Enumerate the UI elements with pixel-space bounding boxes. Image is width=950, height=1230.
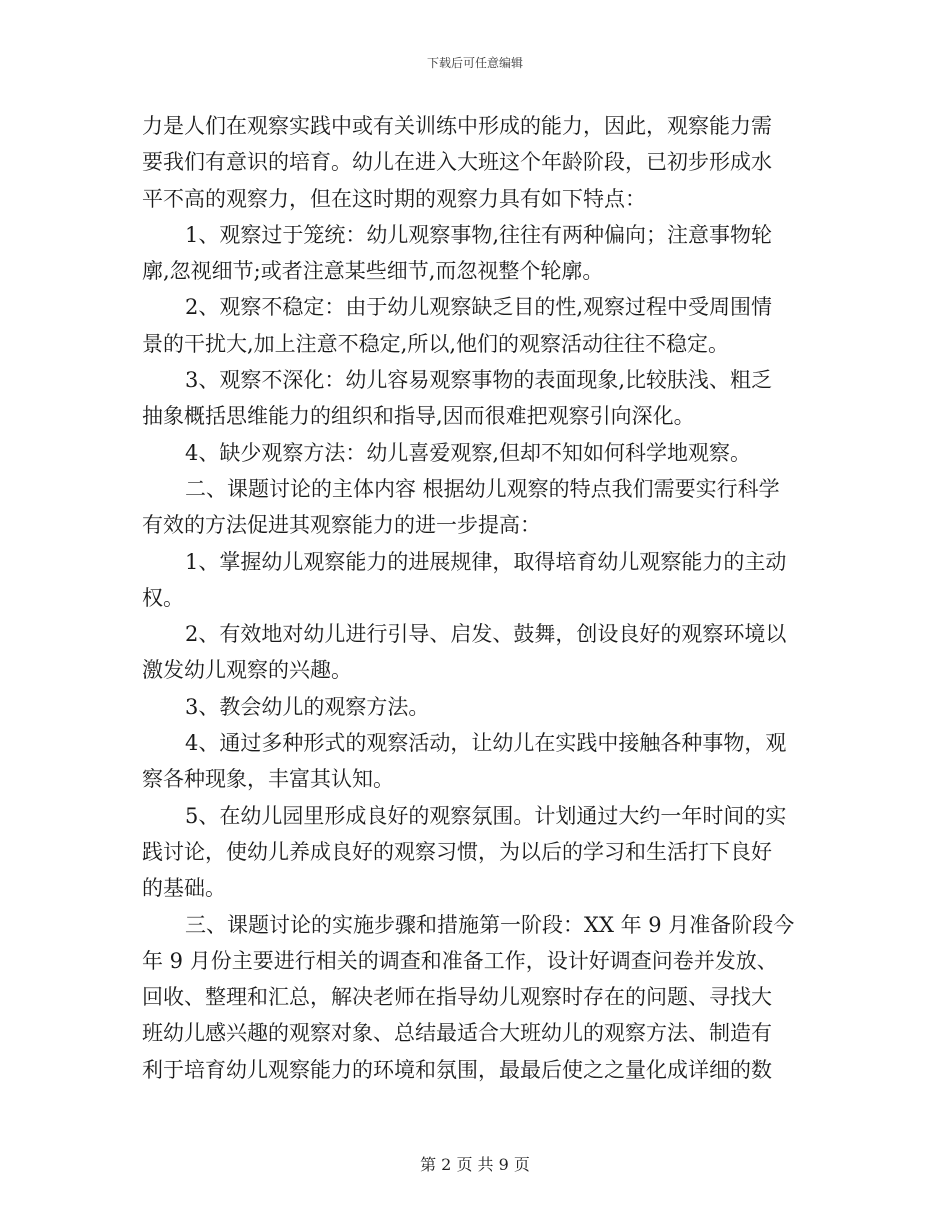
text-line: 4、通过多种形式的观察活动，让幼儿在实践中接触各种事物，观	[185, 731, 787, 756]
text-line: 要我们有意识的培育。幼儿在进入大班这个年龄阶段，已初步形成水	[142, 150, 772, 175]
text-line: 年 9 月份主要进行相关的调查和准备工作，设计好调查问卷并发放、	[142, 948, 778, 973]
document-body	[142, 108, 810, 1088]
text-line: 有效的方法促进其观察能力的进一步提高：	[142, 513, 541, 538]
text-line: 利于培育幼儿观察能力的环境和氛围，最最后使之之量化成详细的数	[142, 1057, 772, 1082]
page-header: 下载后可任意编辑	[426, 56, 523, 70]
text-line: 1、掌握幼儿观察能力的进展规律，取得培育幼儿观察能力的主动	[185, 549, 787, 574]
page-footer: 第 2 页 共 9 页	[420, 1155, 530, 1174]
text-line: 二、课题讨论的主体内容 根据幼儿观察的特点我们需要实行科学	[185, 476, 780, 501]
text-line: 平不高的观察力，但在这时期的观察力具有如下特点：	[142, 186, 646, 211]
text-line: 的基础。	[142, 876, 226, 901]
text-line: 景的干扰大,加上注意不稳定,所以,他们的观察活动往往不稳定。	[142, 331, 730, 356]
text-line: 践讨论，使幼儿养成良好的观察习惯，为以后的学习和生活打下良好	[142, 839, 772, 864]
text-line: 班幼儿感兴趣的观察对象、总结最适合大班幼儿的观察方法、制造有	[142, 1021, 772, 1046]
text-line: 抽象概括思维能力的组织和指导,因而很难把观察引向深化。	[142, 404, 695, 429]
text-line: 三、课题讨论的实施步骤和措施第一阶段：XX 年 9 月准备阶段今	[185, 912, 795, 937]
text-line: 1、观察过于笼统：幼儿观察事物,往往有两种偏向；注意事物轮	[185, 222, 773, 247]
text-line: 3、观察不深化：幼儿容易观察事物的表面现象,比较肤浅、粗乏	[185, 368, 773, 393]
text-line: 2、有效地对幼儿进行引导、启发、鼓舞，创设良好的观察环境以	[185, 622, 787, 647]
text-line: 廓,忽视细节;或者注意某些细节,而忽视整个轮廓。	[142, 259, 604, 284]
text-line: 5、在幼儿园里形成良好的观察氛围。计划通过大约一年时间的实	[185, 803, 787, 828]
text-line: 察各种现象，丰富其认知。	[142, 767, 394, 792]
text-line: 权。	[142, 585, 184, 610]
text-line: 3、教会幼儿的观察方法。	[185, 694, 430, 719]
text-line: 回收、整理和汇总，解决老师在指导幼儿观察时存在的问题、寻找大	[142, 985, 772, 1010]
text-line: 4、缺少观察方法：幼儿喜爱观察,但却不知如何科学地观察。	[185, 440, 752, 465]
text-line: 激发幼儿观察的兴趣。	[142, 658, 352, 683]
text-line: 2、观察不稳定：由于幼儿观察缺乏目的性,观察过程中受周围情	[185, 295, 773, 320]
text-line: 力是人们在观察实践中或有关训练中形成的能力，因此，观察能力需	[142, 114, 772, 138]
